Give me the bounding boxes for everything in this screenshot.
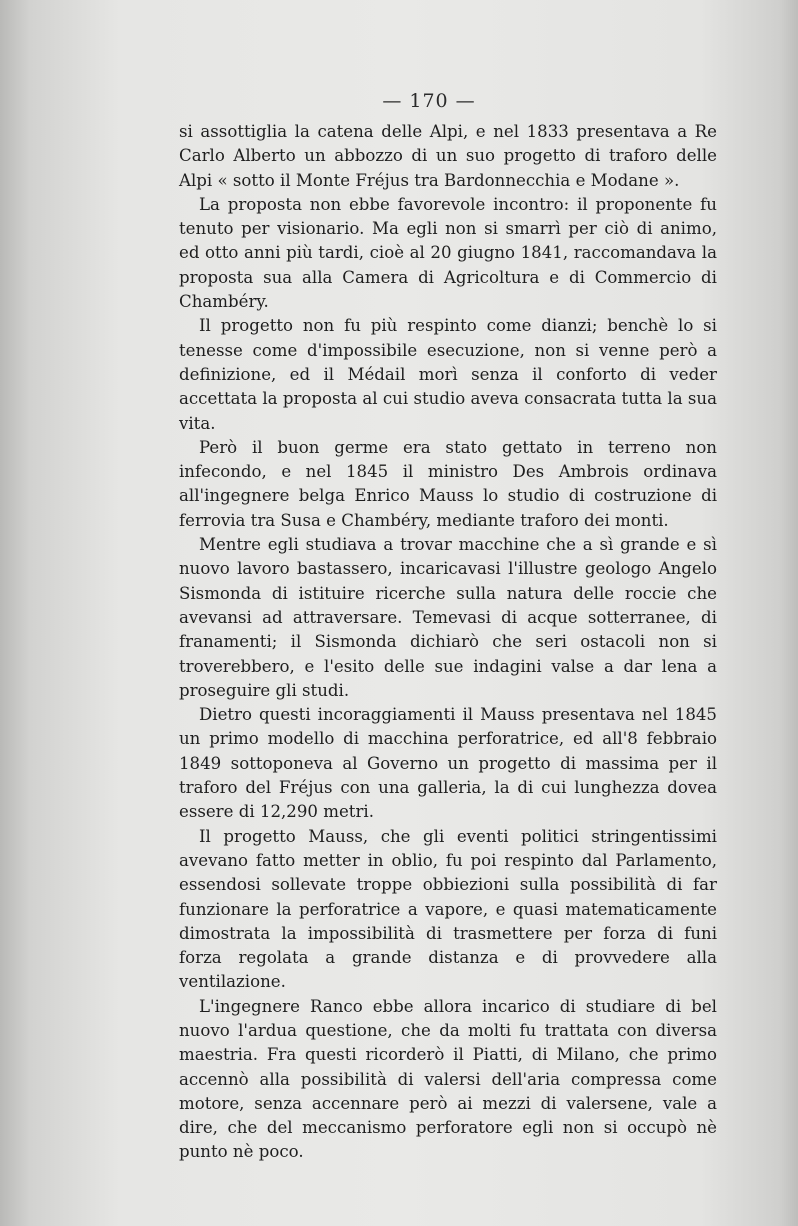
page-number: — 170 —	[382, 90, 476, 112]
paragraph: Mentre egli studiava a trovar macchine che a sì grande e sì nuovo lavoro bastassero, incaricavasi l'illustre geologo Angelo Sismonda di istituire ricerche sulla natura delle roccie che avevansi ad attraversare. Temevasi di acque sotterranee, di franamenti; il Sismonda dichiarò che seri ostacoli non si troverebbero, e l'esito delle sue indagini valse a dar lena a proseguire gli studi.	[179, 535, 717, 700]
paragraph: L'ingegnere Ranco ebbe allora incarico di studiare di bel nuovo l'ardua questione, che da molti fu trattata con diversa maestria. Fra questi ricorderò il Piatti, di Milano, che primo accennò alla possibilità di valersi dell'aria compressa come motore, senza accennare però ai mezzi di valersene, vale a dire, che del meccanismo perforatore egli non si occupò nè punto nè poco.	[179, 996, 717, 1162]
paragraph: Dietro questi incoraggiamenti il Mauss presentava nel 1845 un primo modello di macchina perforatrice, ed all'8 febbraio 1849 sottoponeva al Governo un progetto di massima per il traforo del Fréjus con una galleria, la di cui lunghezza dovea essere di 12,290 metri.	[179, 705, 717, 822]
paragraph: Il progetto non fu più respinto come dianzi; benchè lo si tenesse come d'impossibile esecuzione, non si venne però a definizione, ed il Médail morì senza il conforto di veder accettata la proposta al cui studio aveva consacrata tutta la sua vita.	[179, 316, 717, 433]
paragraph: La proposta non ebbe favorevole incontro: il proponente fu tenuto per visionario. Ma egli non si smarrì per ciò di animo, ed otto anni più tardi, cioè al 20 giugno 1841, raccomandava la proposta sua alla Camera di Agricoltura e di Commercio di Chambéry.	[179, 194, 717, 312]
paragraph: Però il buon germe era stato gettato in terreno non infecondo, e nel 1845 il ministro Des Ambrois ordinava all'ingegnere belga Enrico Mauss lo studio di costruzione di ferrovia tra Susa e Chambéry, mediante traforo dei monti.	[179, 437, 717, 530]
paragraph: Il progetto Mauss, che gli eventi politici stringentissimi avevano fatto metter in oblio, fu poi respinto dal Parlamento, essendosi sollevate troppe obbiezioni sulla possibilità di far funzionare la perforatrice a vapore, e quasi matematicamente dimostrata la impossibilità di trasmettere per forza di funi forza regolata a grande distanza e di provvedere alla ventilazione.	[179, 826, 717, 992]
body-text	[179, 120, 717, 1165]
paragraph: si assottiglia la catena delle Alpi, e nel 1833 presentava a Re Carlo Alberto un abbozzo di un suo progetto di traforo delle Alpi « sotto il Monte Fréjus tra Bardonnecchia e Modane ».	[179, 122, 717, 190]
